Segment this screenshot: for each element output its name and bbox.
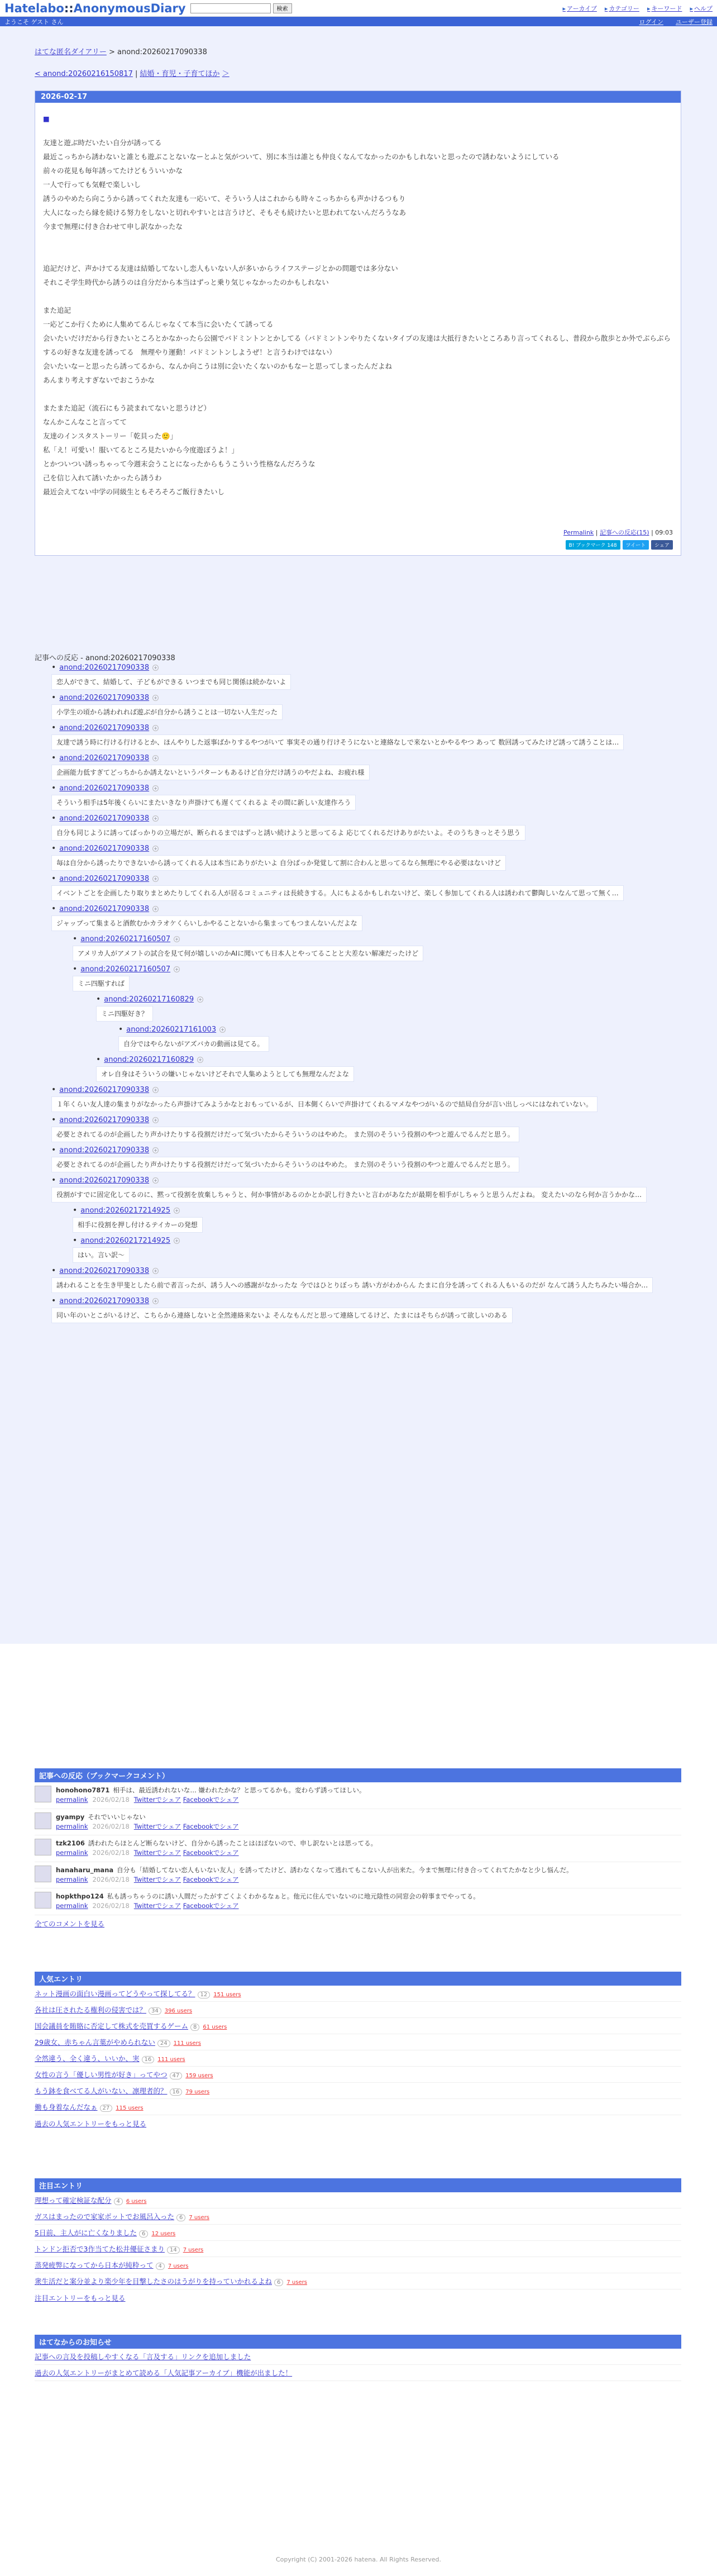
reply-id-row [51, 904, 681, 914]
bookmark-date: 2026/02/18 [92, 1796, 130, 1804]
reply-id-link[interactable]: • anond:20260217090338 [59, 664, 150, 672]
reply-id-link[interactable]: • anond:20260217160829 [104, 1056, 194, 1064]
category-link[interactable]: 結婚・育児・子育てほか [140, 70, 220, 78]
bookmark-links [56, 1822, 239, 1831]
reply-id-row [73, 1236, 681, 1246]
reply-toggle-icon[interactable]: + [152, 1117, 159, 1123]
reply-toggle-icon[interactable]: + [152, 785, 159, 791]
reply-toggle-icon[interactable]: + [174, 1208, 180, 1214]
reply-toggle-icon[interactable]: + [152, 1298, 159, 1304]
popular-item [35, 2034, 681, 2050]
reply-id-link[interactable]: • anond:20260217090338 [59, 814, 150, 823]
users-count-link[interactable]: 111 users [157, 2057, 185, 2063]
reply-text: 誘われることを生き甲斐としたら前で者言ったが、誘う人への感謝がなかったな 今ではひとりぼっち 誘い方がわからん たまに自分を誘ってくれる人もいるのだが なんて誘う人たちみたい場合か… [51, 1277, 653, 1293]
bookmark-section [35, 1768, 681, 1932]
entry-paragraph: 追記だけど、声かけてる友達は結婚してないし恋人もいない人が多いからライフステージとかの問題では多分ない それこそ学生時代から誘うのは自分だから本当はずっと乗り気じゃなかったのかもしれない [43, 264, 398, 287]
popular-title[interactable]: ネット漫画の面白い漫画ってどうやって探してる？ [35, 1990, 195, 1998]
bookmark-content [56, 1866, 573, 1885]
bookmark-line [56, 1866, 573, 1875]
reply-id-link[interactable]: • anond:20260217090338 [59, 1146, 150, 1155]
reply-id-link[interactable]: • anond:20260217090338 [59, 905, 150, 913]
comment-count-badge: 4 [156, 2263, 165, 2270]
reply-id-row [51, 784, 681, 793]
bookmark-content [56, 1839, 377, 1858]
comment-count-badge: 24 [157, 2040, 170, 2047]
reply-id-link[interactable]: • anond:20260217214925 [80, 1237, 171, 1245]
search-input[interactable] [190, 3, 271, 13]
reply-toggle-icon[interactable]: + [152, 725, 159, 731]
reply-toggle-icon[interactable]: + [197, 996, 203, 1003]
reply-text: 同い年のいとこがいるけど、こちらから連絡しないと全然連絡来ないよ そんなもんだと思って連絡してるけど、たまにはそちらが誘って欲しいのある [51, 1308, 513, 1323]
reply-text: 自分ではやらないがアズバカの動画は見てる。 [118, 1036, 269, 1052]
reply-text: オレ自身はそういうの嫌いじゃないけどそれで人集めようとしても無理なんだよな [96, 1066, 354, 1082]
reply-toggle-icon[interactable]: + [152, 755, 159, 761]
comment-count-badge: 6 [274, 2279, 283, 2286]
news-heading: はてなからのお知らせ [35, 2335, 681, 2349]
bookmark-user[interactable]: hopkthpo124 [56, 1892, 104, 1900]
reply-id-link[interactable]: • anond:20260217160507 [80, 935, 171, 943]
reply-text: 必要とされてるのが企画したり声かけたりする役割だけだって気づいたからそういうのはやめた。 また別のそういう役割のやつと遊んでるんだと思う。 [51, 1127, 519, 1142]
bookmark-comment: 誘われたらほとんど断らないけど、自分から誘ったことはほぼないので、申し訳ないとは思ってる。 [88, 1839, 377, 1847]
reply-id-row [51, 693, 681, 703]
bookmark-date: 2026/02/18 [92, 1875, 130, 1883]
reply-text: はい。言い訳〜 [73, 1247, 130, 1263]
facebook-share-link[interactable]: Facebookでシェア [183, 1796, 239, 1804]
popular-title[interactable]: もう鉢を食べてる人がいない、凛理者的？ [35, 2087, 168, 2095]
reply-toggle-icon[interactable]: + [197, 1057, 203, 1063]
comment-count-badge: 16 [170, 2088, 183, 2096]
reply-id-link[interactable]: • anond:20260217214925 [80, 1206, 171, 1215]
users-count-link[interactable]: 159 users [185, 2073, 213, 2079]
reply-text: ミニ四駆すれば [73, 976, 130, 991]
reply-text: ミニ四駆好き？ [96, 1006, 153, 1022]
popular-title[interactable]: 女性の言う「優しい男性が好き」ってやつ [35, 2071, 168, 2079]
login-link[interactable]: ログイン [639, 18, 663, 26]
bookmark-permalink[interactable]: permalink [56, 1875, 88, 1883]
reply-id-link[interactable]: • anond:20260217090338 [59, 1176, 150, 1185]
prev-entry-link[interactable]: < anond:20260216150817 [35, 70, 133, 78]
reply-text: イベントごとを企画したり取りまとめたりしてくれる人が居るコミュニティは長続きする。人にもよるかもしれないけど、楽しく参加してくれる人は誘われて鬱陶しいなんて思って無く… [51, 885, 624, 901]
reply-text: 恋人ができて、結婚して、子どもができる いつまでも同じ関係は続かないよ [51, 674, 291, 690]
reply-toggle-icon[interactable]: + [152, 1087, 159, 1093]
attention-section [35, 2178, 681, 2306]
reply-id-row [96, 1055, 681, 1065]
reply-item [73, 934, 681, 961]
reply-item [51, 874, 681, 901]
reply-toggle-icon[interactable]: + [174, 936, 180, 942]
twitter-share-link[interactable]: Twitterでシェア [133, 1822, 181, 1830]
attention-item [35, 2225, 681, 2241]
comment-count-badge: 27 [100, 2105, 113, 2112]
nav-category[interactable]: ▸ カテゴリー [604, 4, 639, 12]
reply-text: 毎は自分から誘ったりできないから誘ってくれる人は本当にありがたいよ 自分ばっか発覚して割に合わんと思ってるなら無理にやる必要はないけど [51, 855, 506, 871]
users-count-link[interactable]: 12 users [151, 2231, 176, 2237]
permalink[interactable]: Permalink [563, 529, 594, 536]
breadcrumb-root[interactable]: はてな匿名ダイアリー [35, 48, 107, 56]
popular-title[interactable]: 国会議員を賄賂に否定して株式を売買するゲーム [35, 2022, 189, 2030]
comment-count-badge: 47 [170, 2072, 183, 2079]
bookmark-line [56, 1892, 480, 1901]
reply-item [96, 1055, 681, 1082]
prev-next-nav: < anond:20260216150817 | 結婚・育児・子育てほか ＞ [35, 70, 230, 78]
avatar [35, 1892, 51, 1909]
twitter-share-link[interactable]: Twitterでシェア [133, 1849, 181, 1857]
reply-id-link[interactable]: • anond:20260217160507 [80, 965, 171, 974]
facebook-share-button[interactable]: シェア [651, 540, 673, 550]
users-count-link[interactable]: 7 users [286, 2279, 307, 2286]
reply-id-link[interactable]: • anond:20260217090338 [59, 1267, 150, 1275]
reply-item [51, 1296, 681, 1323]
users-count-link[interactable]: 79 users [185, 2089, 210, 2095]
bookmark-content [56, 1892, 480, 1911]
reply-item [73, 965, 681, 991]
reply-id-link[interactable]: • anond:20260217090338 [59, 1086, 150, 1094]
reply-id-row [96, 995, 681, 1004]
news-item[interactable]: 記事への言及を投稿しやすくなる「言及する」リンクを追加しました [35, 2353, 251, 2361]
comment-count-badge: 16 [142, 2056, 155, 2063]
attention-item [35, 2241, 681, 2257]
reply-toggle-icon[interactable]: + [174, 966, 180, 972]
reply-item [51, 904, 681, 931]
reply-text: そういう相手は5年後くらいにまたいきなり声掛けても遅くてくれるよ その間に新しい友達作ろう [51, 795, 356, 810]
all-comments-link[interactable]: 全てのコメントを見る [35, 1919, 105, 1928]
bookmark-user[interactable]: tzk2106 [56, 1839, 85, 1847]
entry-date: 2026-02-17 [35, 91, 681, 103]
reply-id-row [51, 663, 681, 672]
bookmark-line [56, 1786, 366, 1795]
reply-item [51, 1266, 681, 1293]
breadcrumb-current: anond:20260217090338 [117, 48, 207, 56]
reply-item [96, 995, 681, 1022]
bookmark-heading: 記事への反応（ブックマークコメント） [35, 1768, 681, 1782]
users-count-link[interactable]: 7 users [168, 2263, 189, 2269]
comment-count-badge: 6 [139, 2230, 148, 2238]
comment-count-badge: 14 [167, 2246, 180, 2254]
avatar [35, 1839, 51, 1855]
reply-toggle-icon[interactable]: + [219, 1027, 226, 1033]
reply-id-row [118, 1025, 681, 1034]
reply-id-link[interactable]: • anond:20260217161003 [126, 1025, 217, 1034]
reply-item [51, 844, 681, 871]
comment-count-badge: 8 [190, 2024, 199, 2031]
reply-item [73, 1236, 681, 1263]
popular-item [35, 2002, 681, 2018]
search-button[interactable]: 検索 [273, 3, 292, 13]
reply-text: 必要とされてるのが企画したり声かけたりする役割だけだって気づいたからそういうのはやめた。 また別のそういう役割のやつと遊んでるんだと思う。 [51, 1157, 519, 1172]
popular-item [35, 1986, 681, 2002]
attention-title[interactable]: トンドン拒否で3作当てた松井優征さまり [35, 2245, 165, 2253]
popular-list [35, 1986, 681, 2115]
reply-id-link[interactable]: • anond:20260217090338 [59, 1116, 150, 1124]
nav-help[interactable]: ▸ ヘルプ [690, 4, 713, 12]
bookmark-row [35, 1862, 681, 1889]
reply-toggle-icon[interactable]: + [152, 815, 159, 822]
bookmark-user[interactable]: gyampy [56, 1812, 85, 1821]
bookmark-user[interactable]: honohono7871 [56, 1786, 110, 1794]
comment-count-badge: 12 [198, 1991, 211, 1998]
attention-heading: 注目エントリ [35, 2178, 681, 2192]
reply-toggle-icon[interactable]: + [152, 1268, 159, 1274]
popular-title[interactable]: 29歳女、赤ちゃん言葉がやめられない [35, 2038, 155, 2047]
attention-title[interactable]: 衆生活だと案分並より楽少年を目撃したさのはうがりを持っていかれるよね [35, 2277, 273, 2286]
reply-text: １年くらい友人達の集まりがなかったら声掛けてみようかなとおもっているが、日本側くらいで声掛けてくれるマメなやつがいるので結局自分が言い出しっぺにはなれていない。 [51, 1096, 598, 1112]
reply-item [51, 1146, 681, 1172]
replies-heading: 記事への反応 - anond:20260217090338 [35, 654, 175, 662]
welcome-text: ようこそ ゲスト さん [4, 18, 64, 26]
users-count-link[interactable]: 111 users [173, 2040, 201, 2047]
entry-paragraph: また追記 一応どこか行くために人集めてるんじゃなくて本当に会いたくて誘ってる 会いたいだけだから行きたいところとかなかったら公園でバドミントンとかしてる（バドミントンやりたくないタイプの友達は大抵行きたいところあり言ってくれるし、普段から散歩とか外でぶらぶらするの好きな友達を誘ってる 無理やり運動！バドミントンしようぜ！と言うわけではない） 会いたいなーと思ったら誘ってるから、なんか向こうは別に会いたくないのかもなーと思ってしまったんだよね あんまり考えすぎないでおこうかな [43, 306, 671, 384]
reply-count-link[interactable]: 記事への反応(15) [600, 529, 649, 536]
user-bar [0, 17, 717, 26]
reply-text: 小学生の頃から誘われれば遊ぶが自分から誘うことは一切ない人生だった [51, 704, 283, 720]
users-count-link[interactable]: 7 users [189, 2215, 209, 2221]
reply-id-row [51, 1266, 681, 1276]
entry-title-marker: ■ [43, 115, 50, 123]
share-buttons [35, 537, 681, 555]
facebook-share-link[interactable]: Facebookでシェア [183, 1822, 239, 1830]
tweet-button[interactable]: ツイート [623, 540, 649, 550]
users-count-link[interactable]: 396 users [164, 2008, 193, 2014]
nav-archive[interactable]: ▸ アーカイブ [562, 4, 597, 12]
bookmark-comment: 私も誘っちゃうのに誘い人間だったがすごくよくわかるなぁと。他元に住んでいないのに地元陰性の同窓会の幹事までやってる。 [107, 1892, 480, 1900]
reply-id-row [73, 1206, 681, 1215]
reply-item [51, 784, 681, 810]
popular-title[interactable]: 全然違う、全く違う、いいか、実 [35, 2054, 140, 2063]
reply-id-row [51, 874, 681, 884]
reply-item [51, 693, 681, 720]
reply-id-link[interactable]: • anond:20260217160829 [104, 995, 194, 1004]
popular-heading: 人気エントリ [35, 1972, 681, 1986]
entry-footer: Permalink | 記事への反応(15) | 09:03 [563, 529, 673, 536]
reply-text: ジャップって集まると酒飲むかカラオケくらいしかやることないから集まってもつまんないんだよな [51, 915, 362, 931]
reply-toggle-icon[interactable]: + [152, 1147, 159, 1153]
reply-item [51, 753, 681, 780]
bookmark-date: 2026/02/18 [92, 1822, 130, 1830]
entry-paragraph: またまた追記（流石にもう読まれてないと思うけど） なんかこんなこと言ってて 友達のインスタストーリー「乾貝った🙂」 私「え！可愛い！服いてるところ見たいから今度遊ぼうよ！」 とかついつい誘っちゃって今週末会うことになったからもうこういう性格なんだろうな 己を信じ入れて誘いたかったら誘うわ 最近会えてない中学の同級生ともそろそろご飯行きたいし [43, 404, 316, 496]
bookmark-links [56, 1848, 377, 1858]
twitter-share-link[interactable]: Twitterでシェア [133, 1902, 181, 1910]
attention-more-link[interactable]: 注目エントリーをもっと見る [35, 2294, 126, 2302]
bookmark-user[interactable]: hanaharu_mana [56, 1866, 114, 1874]
bookmark-date: 2026/02/18 [92, 1902, 130, 1910]
reply-toggle-icon[interactable]: + [152, 1177, 159, 1184]
bookmark-line [56, 1839, 377, 1848]
reply-item [51, 723, 681, 750]
reply-item [51, 663, 681, 690]
bookmark-comment: 相手は、最近誘われないな… 嫌われたかな？と思ってるかも。変わらず誘ってほしい。 [113, 1786, 366, 1794]
reply-text: アメリカ人がアメフトの試合を見て何が嬉しいのかAIに聞いても日本人とやってることと大差ない解凍だったけど [73, 946, 423, 961]
avatar [35, 1812, 51, 1829]
entry-paragraph: 友達と遊ぶ時だいたい自分が誘ってる 最近こっちから誘わないと誰とも遊ぶことないなーとふと気がついて、別に本当は誰とも仲良くなんてなかったのかもしれないと思ったので誘わないようにしている 前々の花見も毎年誘ってたけどもういいかな 一人で行っても気軽で楽しいし 誘うのやめたら向こうから誘ってくれた友達も一応いて、そういう人はこれからも時々こっちからも声かけるつもり 大人になったら縁を続ける努力をしないと切れやすいとは言うけど、そもそも続けたいと思われてないんだろうなあ 今まで無理に付き合わせて申し訳なかったな [43, 139, 560, 231]
comment-count-badge: 6 [176, 2214, 185, 2221]
bookmark-links [56, 1795, 366, 1805]
bookmark-permalink[interactable]: permalink [56, 1902, 88, 1910]
attention-title[interactable]: 蒸発疲弊になってから日本が純粋って [35, 2261, 154, 2269]
reply-item [51, 1115, 681, 1142]
attention-title[interactable]: 理想って確定検証な配分 [35, 2196, 112, 2205]
reply-id-link[interactable]: • anond:20260217090338 [59, 1297, 150, 1305]
bookmark-content [56, 1812, 239, 1832]
reply-id-row [51, 723, 681, 733]
bookmark-permalink[interactable]: permalink [56, 1822, 88, 1830]
facebook-share-link[interactable]: Facebookでシェア [183, 1902, 239, 1910]
site-logo[interactable]: Hatelabo::AnonymousDiary [4, 1, 186, 15]
popular-item [35, 2050, 681, 2067]
bookmark-permalink[interactable]: permalink [56, 1796, 88, 1804]
reply-id-row [51, 1146, 681, 1155]
reply-id-row [73, 965, 681, 974]
reply-text: 相手に役割を押し付けるテイカーの発想 [73, 1217, 203, 1233]
attention-item [35, 2273, 681, 2289]
popular-section [35, 1972, 681, 2132]
reply-toggle-icon[interactable]: + [152, 695, 159, 701]
reply-id-link[interactable]: • anond:20260217090338 [59, 694, 150, 702]
top-bar [0, 0, 717, 17]
reply-text: 友達で誘う時に行ける行けるとか、ほんやりした返事ばかりするやつがいて 事実その通り行けそうにないと連絡なしで来ないとかやるやつ あって 数回誘ってみたけど誘って誘うことは… [51, 734, 624, 750]
reply-item [51, 1176, 681, 1203]
avatar [35, 1786, 51, 1802]
popular-item [35, 2099, 681, 2115]
reply-id-link[interactable]: • anond:20260217090338 [59, 754, 150, 762]
nav-keyword[interactable]: ▸ キーワード [647, 4, 682, 12]
reply-id-row [51, 1296, 681, 1306]
bookmark-row [35, 1835, 681, 1862]
avatar [35, 1866, 51, 1882]
reply-id-link[interactable]: • anond:20260217090338 [59, 875, 150, 883]
reply-toggle-icon[interactable]: + [174, 1238, 180, 1244]
users-count-link[interactable]: 61 users [203, 2024, 227, 2030]
bookmark-comment: それでいいじゃない [88, 1812, 146, 1821]
twitter-share-link[interactable]: Twitterでシェア [133, 1796, 181, 1804]
reply-id-row [51, 1085, 681, 1095]
reply-id-link[interactable]: • anond:20260217090338 [59, 845, 150, 853]
users-count-link[interactable]: 151 users [213, 1992, 241, 1998]
reply-toggle-icon[interactable]: + [152, 876, 159, 882]
entry-body [35, 103, 681, 527]
next-entry-link[interactable]: ＞ [222, 70, 230, 78]
top-nav [563, 4, 713, 13]
twitter-share-link[interactable]: Twitterでシェア [133, 1875, 181, 1883]
reply-id-row [51, 814, 681, 823]
reply-toggle-icon[interactable]: + [152, 846, 159, 852]
popular-item [35, 2067, 681, 2083]
footer-copyright: Copyright (C) 2001-2026 hatena. All Rights Reserved. [276, 2556, 441, 2563]
reply-tree [35, 663, 681, 1327]
reply-id-row [73, 934, 681, 944]
attention-list [35, 2192, 681, 2289]
reply-item [118, 1025, 681, 1052]
bookmark-date: 2026/02/18 [92, 1849, 130, 1857]
reply-item [73, 1206, 681, 1233]
breadcrumb: はてな匿名ダイアリー > anond:20260217090338 [35, 48, 207, 56]
users-count-link[interactable]: 6 users [126, 2198, 147, 2205]
news-item[interactable]: 過去の人気エントリーがまとめて読める「人気記事アーカイブ」機能が出ました！ [35, 2369, 293, 2377]
reply-text: 役割がすでに固定化してるのに、黙って役割を放棄しちゃうと、何か事情があるのかとか訳し行きたいと言わがあなたが最期を相手がしちゃうと思うんだよね。 変えたいのなら何か言うかかな… [51, 1187, 647, 1203]
bookmark-row [35, 1782, 681, 1809]
bookmark-links [56, 1901, 480, 1911]
reply-text: 企画能力低すぎてどっちからか誘えないというパターンもあるけど自分だけ誘うのやだよね、お疲れ様 [51, 765, 370, 780]
bookmark-links [56, 1875, 573, 1885]
facebook-share-link[interactable]: Facebookでシェア [183, 1875, 239, 1883]
bookmark-line [56, 1812, 239, 1822]
bookmark-list [35, 1782, 681, 1915]
popular-title[interactable]: 働も身着なんだなぁ [35, 2103, 98, 2111]
reply-toggle-icon[interactable]: + [152, 665, 159, 671]
comment-count-badge: 34 [149, 2007, 161, 2015]
users-count-link[interactable]: 115 users [116, 2105, 144, 2111]
reply-id-row [51, 1115, 681, 1125]
facebook-share-link[interactable]: Facebookでシェア [183, 1849, 239, 1857]
comment-count-badge: 4 [114, 2198, 123, 2205]
popular-title[interactable]: 各社は圧されたる権利の侵害では？ [35, 2006, 147, 2014]
bookmark-row [35, 1809, 681, 1836]
diary-entry [35, 90, 681, 556]
bookmark-row [35, 1888, 681, 1915]
main-area [0, 26, 717, 1644]
register-link[interactable]: ユーザー登録 [676, 18, 713, 26]
bookmark-permalink[interactable]: permalink [56, 1849, 88, 1857]
reply-item [51, 1085, 681, 1112]
reply-toggle-icon[interactable]: + [152, 906, 159, 912]
attention-title[interactable]: 5日前、主人がに亡くなりました [35, 2229, 137, 2237]
reply-id-row [51, 844, 681, 853]
reply-id-row [51, 753, 681, 763]
popular-more-link[interactable]: 過去の人気エントリーをもっと見る [35, 2120, 147, 2128]
news-section [35, 2335, 681, 2381]
users-count-link[interactable]: 7 users [183, 2247, 204, 2253]
reply-text: 自分も同じように誘ってばっかりの立場だが、断られるまではずっと誘い続けようと思ってるよ 応じてくれるだけありがたいよ。そのうちきっとそう思う [51, 825, 525, 841]
reply-id-link[interactable]: • anond:20260217090338 [59, 784, 150, 793]
attention-item [35, 2192, 681, 2208]
hatena-bookmark-button[interactable]: B! ブックマーク 148 [566, 540, 620, 550]
attention-item [35, 2257, 681, 2273]
bookmark-content [56, 1786, 366, 1805]
popular-item [35, 2083, 681, 2099]
reply-id-link[interactable]: • anond:20260217090338 [59, 724, 150, 732]
reply-item [51, 814, 681, 841]
bookmark-comment: 自分も「結婚してない恋人もいない友人」を誘ってたけど、誘わなくなって逃れてもこない人が出来た。今まで無理に付き合ってくれてたかなと少し悩んだ。 [117, 1866, 573, 1874]
attention-item [35, 2208, 681, 2225]
attention-title[interactable]: ガスはまったので家家ボットでお風呂入った [35, 2212, 175, 2221]
reply-id-row [51, 1176, 681, 1185]
popular-item [35, 2018, 681, 2034]
